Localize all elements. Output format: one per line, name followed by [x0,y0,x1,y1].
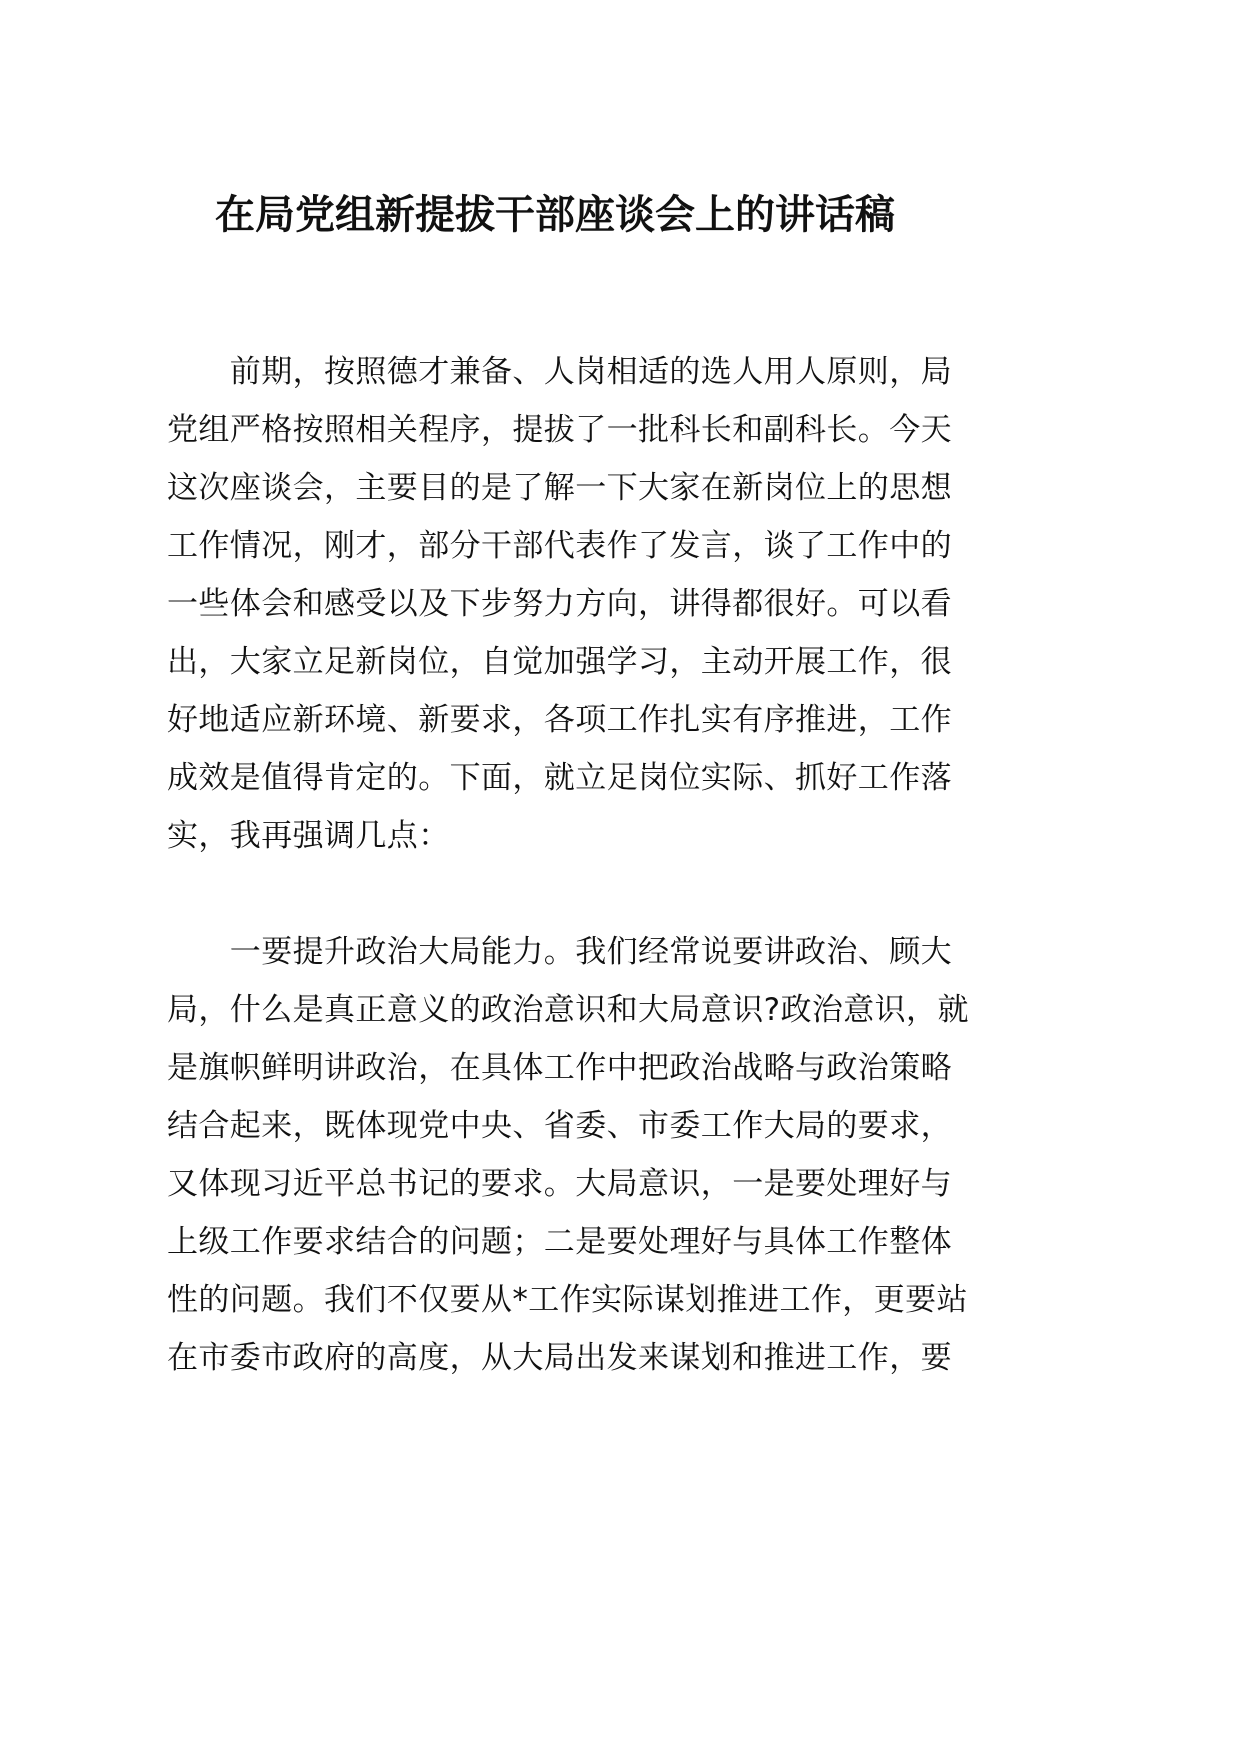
text-line: 上级工作要求结合的问题；二是要处理好与具体工作整体 [167,1224,952,1260]
paragraph-intro [167,343,952,865]
text-line: 是旗帜鲜明讲政治，在具体工作中把政治战略与政治策略 [167,1050,952,1086]
text-line: 实，我再强调几点： [167,818,450,854]
text-line: 性的问题。我们不仅要从*工作实际谋划推进工作，更要站 [167,1282,968,1318]
text-line: 在市委市政府的高度，从大局出发来谋划和推进工作，要 [167,1340,952,1376]
paragraph-point-one [167,923,969,1387]
text-line: 又体现习近平总书记的要求。大局意识，一是要处理好与 [167,1166,952,1202]
text-line: 一些体会和感受以及下步努力方向，讲得都很好。可以看 [167,586,952,622]
text-line: 局，什么是真正意义的政治意识和大局意识?政治意识，就 [167,992,969,1028]
text-line: 好地适应新环境、新要求，各项工作扎实有序推进，工作 [167,702,952,738]
text-line: 出，大家立足新岗位，自觉加强学习，主动开展工作，很 [167,644,952,680]
text-line: 结合起来，既体现党中央、省委、市委工作大局的要求， [167,1108,952,1144]
text-line: 成效是值得肯定的。下面，就立足岗位实际、抓好工作落 [167,760,952,796]
text-line: 一要提升政治大局能力。我们经常说要讲政治、顾大 [167,934,952,970]
text-line: 前期，按照德才兼备、人岗相适的选人用人原则，局 [167,354,952,390]
text-line: 党组严格按照相关程序，提拔了一批科长和副科长。今天 [167,412,952,448]
text-line: 工作情况，刚才，部分干部代表作了发言，谈了工作中的 [167,528,952,564]
document-title: 在局党组新提拔干部座谈会上的讲话稿 [215,192,895,238]
text-line: 这次座谈会，主要目的是了解一下大家在新岗位上的思想 [167,470,952,506]
